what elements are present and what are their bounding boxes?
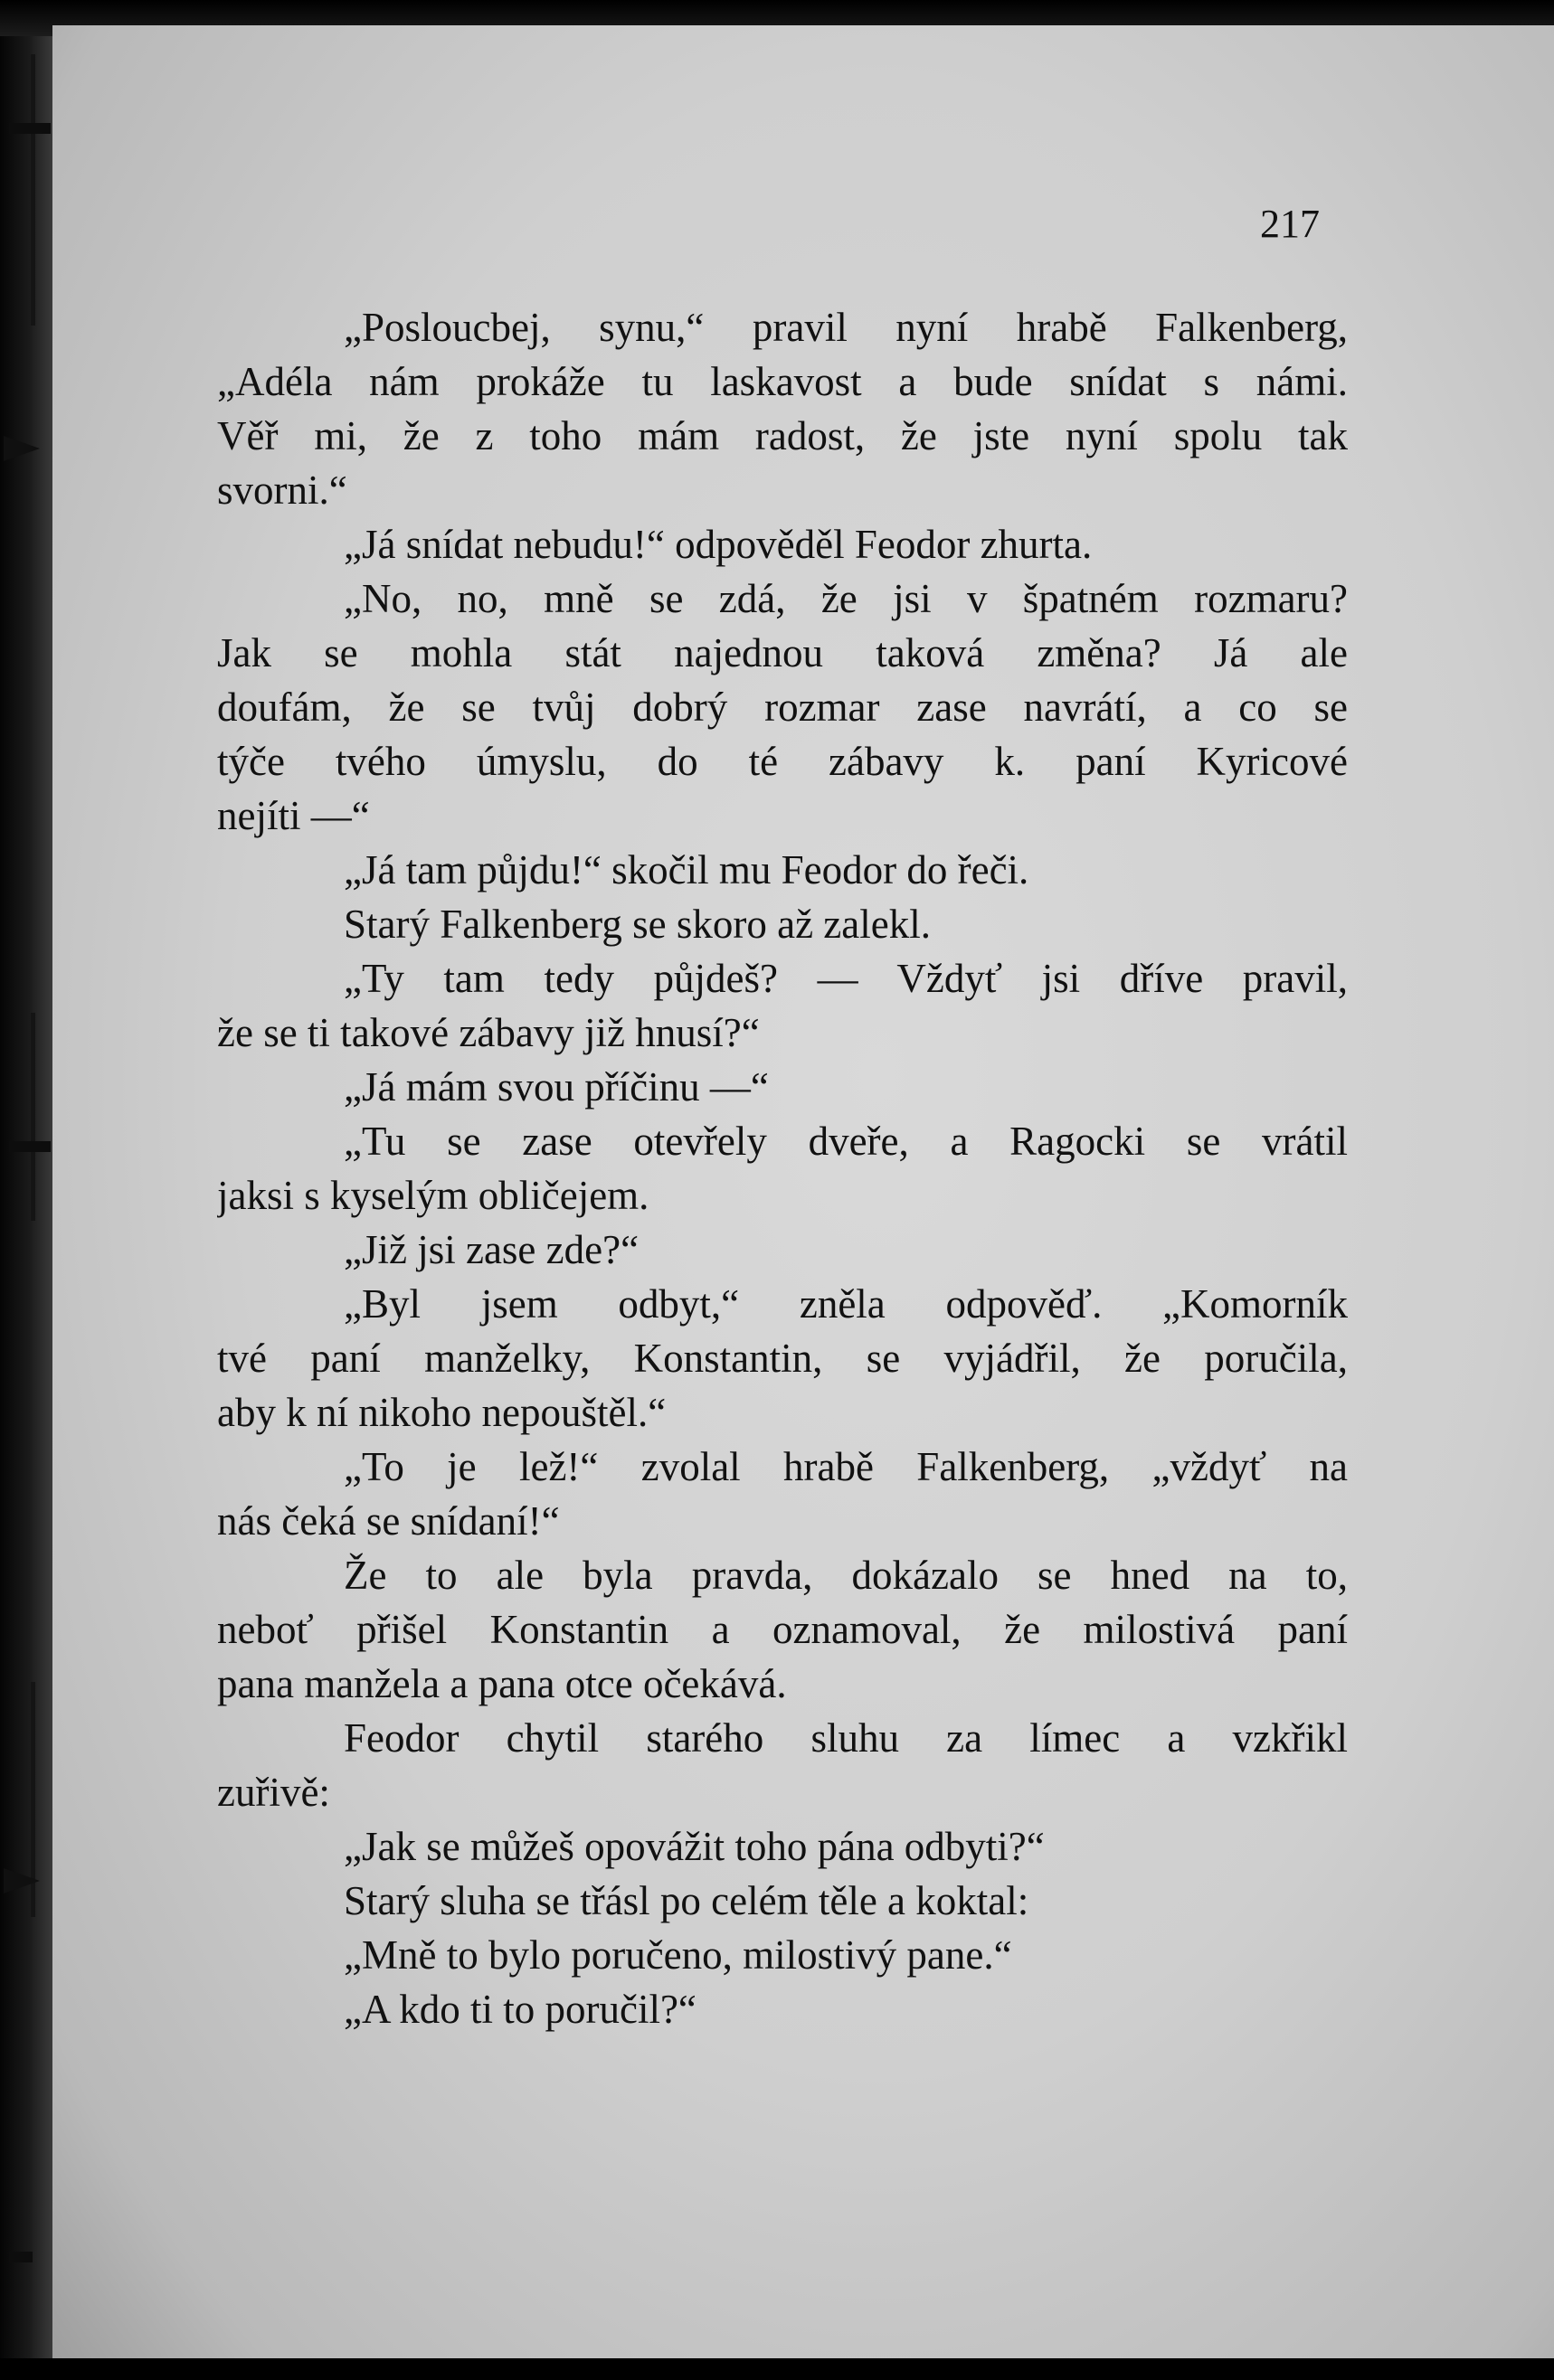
text-line: „To je lež!“ zvolal hrabě Falkenberg, „vždyť na [344,1444,1348,1489]
text-line: „Byl jsem odbyt,“ zněla odpověď. „Komorník [344,1281,1348,1327]
text-line: neboť přišel Konstantin a oznamoval, že milostivá paní [217,1607,1348,1652]
spine-shadow-line [31,54,35,326]
margin-arrow [4,436,40,461]
text-line: doufám, že se tvůj dobrý rozmar zase navrátí, a co se [217,685,1348,730]
margin-tick [9,123,51,134]
margin-tick [9,2252,33,2262]
text-line: týče tvého úmyslu, do té zábavy k. paní Kyricové [217,739,1348,784]
text-line: že se ti takové zábavy již hnusí?“ [217,1010,760,1055]
text-line: pana manžela a pana otce očekává. [217,1661,787,1706]
text-line: „Ty tam tedy půjdeš? — Vždyť jsi dříve pravil, [344,956,1348,1001]
body-text [217,300,1348,2091]
book-spine-edge [0,0,52,2380]
text-line: „Já snídat nebudu!“ odpověděl Feodor zhurta. [344,522,1093,567]
text-line: nás čeká se snídaní!“ [217,1498,560,1544]
text-line: svorni.“ [217,468,347,513]
text-line: „Já mám svou příčinu —“ [344,1064,769,1110]
text-line: Jak se mohla stát najednou taková změna? Já ale [217,630,1348,675]
text-line: „Posloucbej, synu,“ pravil nyní hrabě Falkenberg, [344,305,1348,350]
spine-shadow-line [31,1013,35,1221]
text-line: „Již jsi zase zde?“ [344,1227,640,1272]
text-line: „A kdo ti to poručil?“ [344,1987,696,2032]
text-line: Starý sluha se třásl po celém těle a koktal: [344,1878,1029,1923]
text-line: „Já tam půjdu!“ skočil mu Feodor do řeči. [344,847,1029,892]
text-line: zuřivě: [217,1770,330,1815]
text-line: tvé paní manželky, Konstantin, se vyjádřil, že poručila, [217,1336,1348,1381]
scan-bottom-border [0,2358,1554,2380]
text-line: Feodor chytil starého sluhu za límec a vzkřikl [344,1715,1348,1761]
text-line: nejíti —“ [217,793,370,838]
text-line: aby k ní nikoho nepouštěl.“ [217,1390,667,1435]
text-line: Starý Falkenberg se skoro až zalekl. [344,902,931,947]
text-line: „Adéla nám prokáže tu laskavost a bude snídat s námi. [217,359,1348,404]
margin-arrow [4,1868,40,1894]
text-line: „No, no, mně se zdá, že jsi v špatném rozmaru? [344,576,1348,621]
page-number: 217 [1260,202,1320,246]
text-line: „Jak se můžeš opovážit toho pána odbyti?“ [344,1824,1045,1869]
text-line: „Mně to bylo poručeno, milostivý pane.“ [344,1932,1012,1978]
text-line: Že to ale byla pravda, dokázalo se hned na to, [344,1553,1348,1598]
text-line: „Tu se zase otevřely dveře, a Ragocki se vrátil [344,1119,1348,1164]
margin-tick [9,1141,51,1152]
text-line: Věř mi, že z toho mám radost, že jste nyní spolu tak [217,413,1348,458]
text-line: jaksi s kyselým obličejem. [217,1173,649,1218]
